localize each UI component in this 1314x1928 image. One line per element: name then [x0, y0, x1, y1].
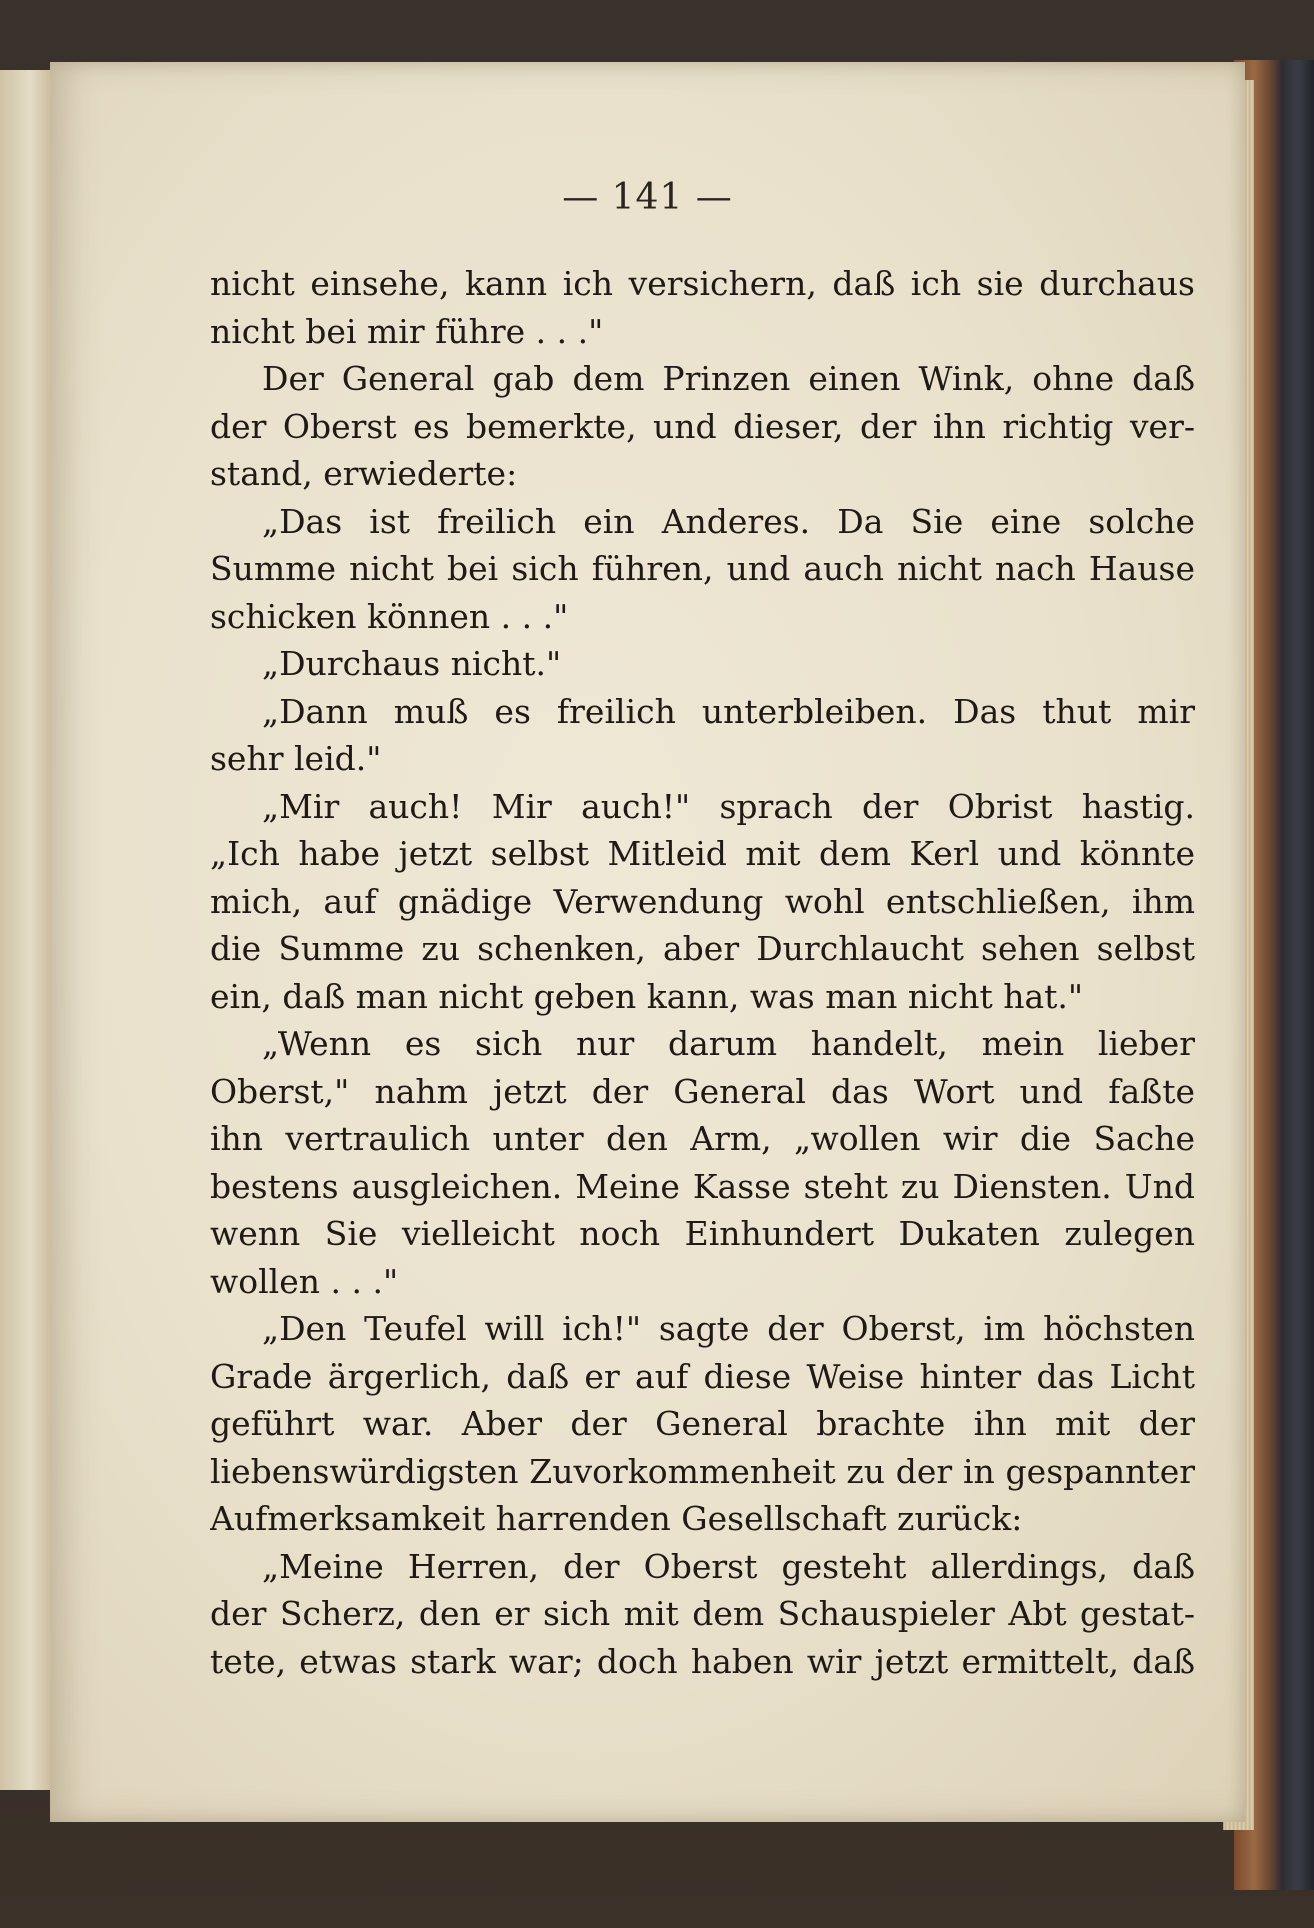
text-line: sehr leid."	[210, 739, 382, 778]
text-line: „Meine Herren, der Oberst gesteht allerdings, daß	[262, 1546, 1195, 1586]
page-number: — 141 —	[562, 177, 733, 218]
text-line: „Das ist freilich ein Anderes. Da Sie eine solche	[262, 501, 1195, 541]
text-line: Grade ärgerlich, daß er auf diese Weise hinter das Licht	[210, 1356, 1195, 1396]
text-line: wenn Sie vielleicht noch Einhundert Dukaten zulegen	[210, 1214, 1195, 1253]
text-line: „Ich habe jetzt selbst Mitleid mit dem Kerl und könnte	[210, 834, 1195, 873]
text-line: „Mir auch! Mir auch!" sprach der Obrist hastig.	[262, 786, 1195, 826]
text-line: Der General gab dem Prinzen einen Wink, ohne daß	[262, 359, 1195, 398]
book-page	[50, 62, 1245, 1822]
facing-page-edge	[0, 70, 52, 1790]
text-line: „Wenn es sich nur darum handelt, mein lieber	[262, 1024, 1195, 1063]
text-line: ein, daß man nicht geben kann, was man nicht hat."	[210, 976, 1084, 1016]
body-text	[210, 260, 1195, 1685]
text-line: die Summe zu schenken, aber Durchlaucht sehen selbst	[210, 929, 1195, 968]
text-line: liebenswürdigsten Zuvorkommenheit zu der in gespannter	[210, 1451, 1195, 1491]
text-line: „Durchaus nicht."	[262, 644, 562, 683]
text-line: nicht einsehe, kann ich versichern, daß ich sie durchaus	[210, 264, 1195, 303]
text-line: ihn vertraulich unter den Arm, „wollen wir die Sache	[210, 1119, 1195, 1158]
text-line: mich, auf gnädige Verwendung wohl entschließen, ihm	[210, 881, 1195, 921]
text-line: stand, erwiederte:	[210, 454, 518, 493]
text-line: wollen . . ."	[210, 1261, 399, 1301]
text-line: Oberst," nahm jetzt der General das Wort und faßte	[210, 1071, 1195, 1111]
text-line: tete, etwas stark war; doch haben wir jetzt ermittelt, daß	[210, 1641, 1195, 1681]
text-line: Summe nicht bei sich führen, und auch nicht nach Hause	[210, 549, 1195, 588]
text-line: geführt war. Aber der General brachte ihn mit der	[210, 1404, 1195, 1443]
text-line: der Scherz, den er sich mit dem Schauspieler Abt gestat-	[210, 1594, 1195, 1633]
text-line: „Den Teufel will ich!" sagte der Oberst, im höchsten	[262, 1309, 1195, 1348]
text-line: Aufmerksamkeit harrenden Gesellschaft zurück:	[210, 1499, 1023, 1538]
text-line: schicken können . . ."	[210, 596, 569, 636]
text-line: nicht bei mir führe . . ."	[210, 311, 604, 351]
text-line: der Oberst es bemerkte, und dieser, der ihn richtig ver-	[210, 406, 1195, 446]
text-line: bestens ausgleichen. Meine Kasse steht zu Diensten. Und	[210, 1166, 1195, 1206]
text-line: „Dann muß es freilich unterbleiben. Das thut mir	[262, 691, 1195, 731]
